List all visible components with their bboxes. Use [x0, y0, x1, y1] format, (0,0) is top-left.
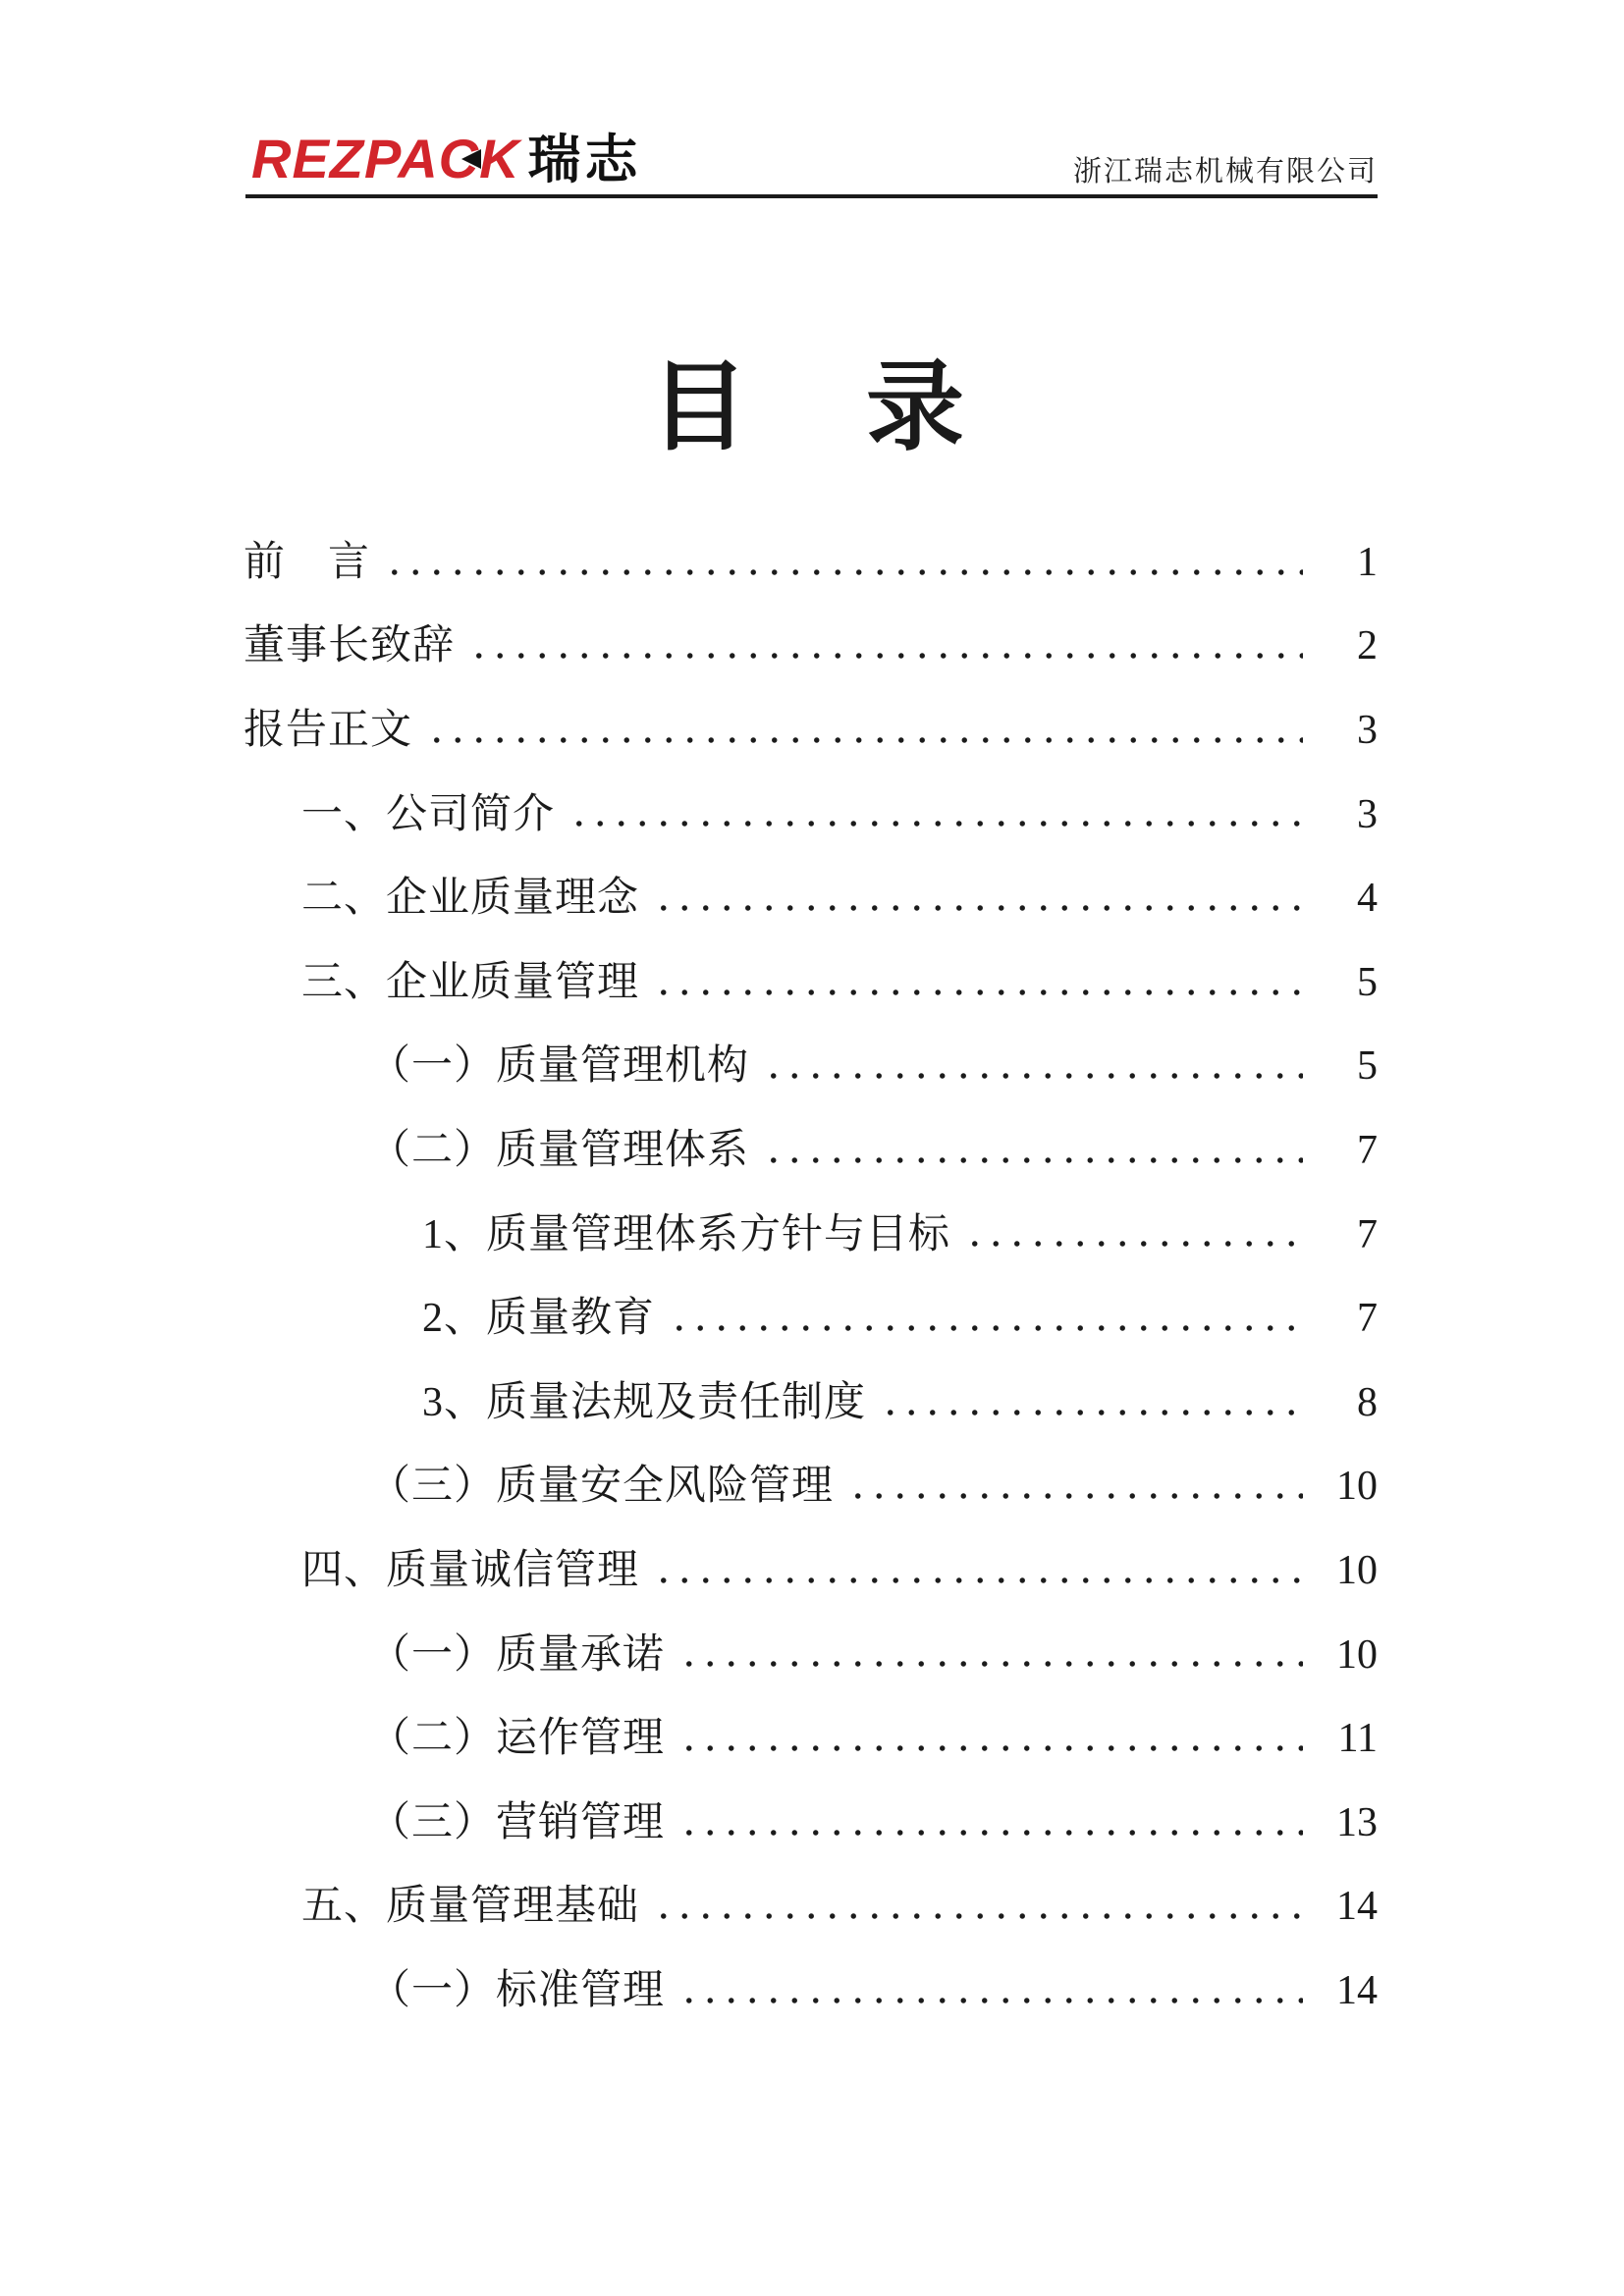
company-logo	[251, 128, 642, 189]
toc-entry-label: 一、公司简介	[301, 791, 556, 837]
toc-dot-leader	[880, 1361, 1303, 1445]
toc-entry-label: 前 言	[244, 539, 371, 585]
toc-entry[interactable]	[244, 520, 1378, 605]
toc-dot-leader	[678, 1613, 1303, 1697]
toc-dot-leader	[964, 1193, 1303, 1277]
toc-entry-page: 4	[1357, 876, 1378, 922]
logo-chinese-text: 瑞志	[527, 131, 642, 189]
toc-dot-leader	[384, 520, 1303, 605]
toc-entry[interactable]	[244, 1865, 1378, 1949]
toc-entry-label: 董事长致辞	[244, 623, 456, 669]
logo-text-left: REZPA	[251, 128, 439, 189]
toc-dot-leader	[653, 1528, 1303, 1613]
toc-dot-leader	[678, 1696, 1303, 1781]
page-title: 目 录	[650, 353, 974, 462]
toc-entry-label: （一）质量管理机构	[369, 1043, 750, 1090]
toc-entry-label: 1、质量管理体系方针与目标	[422, 1211, 951, 1257]
toc-entry-page: 7	[1357, 1296, 1378, 1342]
toc-entry-label: （三）质量安全风险管理	[369, 1464, 835, 1510]
toc-entry[interactable]	[244, 940, 1378, 1025]
toc-entry-page: 10	[1336, 1547, 1378, 1593]
toc-entry-page: 2	[1357, 623, 1378, 669]
toc-dot-leader	[678, 1949, 1303, 2033]
toc-entry-page: 14	[1336, 1884, 1378, 1930]
company-name: 浙江瑞志机械有限公司	[1072, 156, 1378, 187]
toc-entry[interactable]	[244, 1025, 1378, 1109]
toc-entry[interactable]	[244, 856, 1378, 940]
toc-entry-label: 2、质量教育	[422, 1296, 656, 1342]
toc-dot-leader	[669, 1276, 1303, 1361]
toc-entry-page: 13	[1336, 1799, 1378, 1845]
logo-text-right: K	[479, 128, 520, 189]
toc-entry[interactable]	[244, 1361, 1378, 1445]
logo-letter-c: C	[438, 128, 480, 189]
toc-entry-page: 5	[1357, 1043, 1378, 1090]
toc-entry-label: 五、质量管理基础	[301, 1884, 640, 1930]
toc-entry[interactable]	[244, 773, 1378, 857]
toc-dot-leader	[653, 940, 1303, 1025]
toc-dot-leader	[653, 1865, 1303, 1949]
toc-entry-label: 3、质量法规及责任制度	[422, 1379, 867, 1425]
toc-entry-label: 报告正文	[244, 707, 413, 753]
toc-entry-label: （一）标准管理	[369, 1967, 666, 2013]
toc-dot-leader	[763, 1025, 1303, 1109]
toc-entry-page: 10	[1336, 1464, 1378, 1510]
toc-entry[interactable]	[244, 1276, 1378, 1361]
toc-entry-label: （一）质量承诺	[369, 1631, 666, 1678]
toc-dot-leader	[568, 773, 1303, 857]
toc-dot-leader	[763, 1108, 1303, 1193]
left-triangle-icon	[461, 149, 481, 169]
toc-entry-label: （二）运作管理	[369, 1716, 666, 1762]
toc-dot-leader	[653, 856, 1303, 940]
toc-entry[interactable]	[244, 1445, 1378, 1529]
toc-dot-leader	[847, 1445, 1303, 1529]
toc-entry-page: 8	[1357, 1379, 1378, 1425]
logo-wordmark	[251, 128, 520, 189]
toc-entry[interactable]	[244, 1949, 1378, 2033]
toc-entry[interactable]	[244, 1193, 1378, 1277]
toc-entry[interactable]	[244, 1781, 1378, 1865]
toc-entry[interactable]	[244, 605, 1378, 689]
toc-entry-label: （二）质量管理体系	[369, 1127, 750, 1173]
toc-entry-page: 5	[1357, 959, 1378, 1005]
toc-entry-page: 7	[1357, 1127, 1378, 1173]
toc-entry-page: 1	[1357, 539, 1378, 585]
toc-entry[interactable]	[244, 1528, 1378, 1613]
toc-dot-leader	[678, 1781, 1303, 1865]
toc-entry-page: 3	[1357, 791, 1378, 837]
toc-entry-page: 10	[1336, 1631, 1378, 1678]
table-of-contents	[244, 520, 1378, 2033]
toc-entry[interactable]	[244, 1696, 1378, 1781]
toc-entry-page: 14	[1336, 1967, 1378, 2013]
toc-dot-leader	[426, 688, 1303, 773]
toc-entry-page: 11	[1337, 1716, 1378, 1762]
header-divider	[245, 194, 1378, 198]
toc-entry-label: 四、质量诚信管理	[301, 1547, 640, 1593]
toc-entry-page: 3	[1357, 707, 1378, 753]
toc-entry-page: 7	[1357, 1211, 1378, 1257]
toc-entry[interactable]	[244, 1108, 1378, 1193]
toc-entry-label: 二、企业质量理念	[301, 876, 640, 922]
toc-entry-label: 三、企业质量管理	[301, 959, 640, 1005]
toc-entry[interactable]	[244, 688, 1378, 773]
toc-entry-label: （三）营销管理	[369, 1799, 666, 1845]
toc-entry[interactable]	[244, 1613, 1378, 1697]
toc-dot-leader	[468, 605, 1303, 689]
